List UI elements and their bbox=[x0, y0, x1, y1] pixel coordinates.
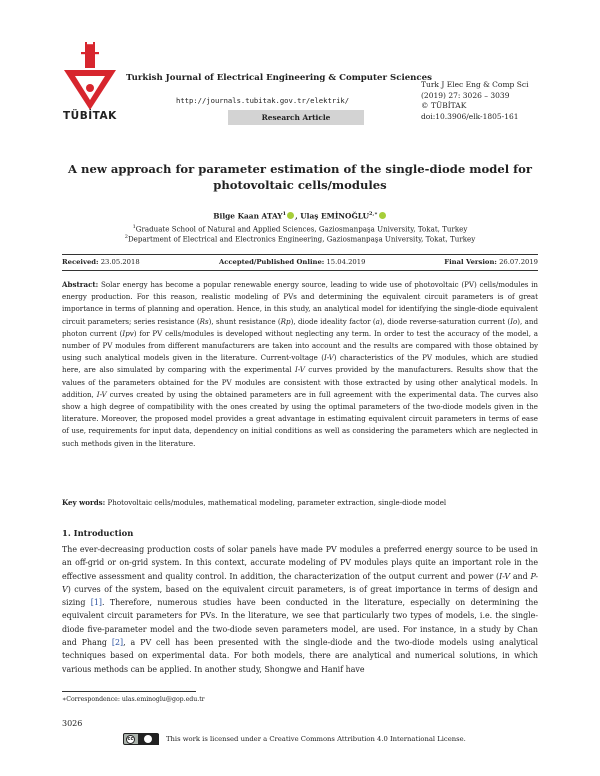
license-text: This work is licensed under a Creative Commons Attribution 4.0 International License. bbox=[166, 735, 466, 743]
abstract: Abstract: Solar energy has become a popular renewable energy source, leading to wide use of photovoltaic (PV) cells/modules in energy production. For this reason, realistic modeling of PVs and determining the equivalent circuit parameters is of great importance in terms of planning and operation. Hence, in this study, an analytical model for identifying the single-diode equivalent circuit parameters; series resistance (Rs), shunt resistance (Rp), diode ideality factor (a), diode reverse-saturation current (Io), and photon current (Ipv) for PV cells/modules is developed without neglecting any term. In order to test the accuracy of the model, a number of PV modules from different manufacturers are taken into account and the results are compared with those obtained by using such analytical models given in the literature. Current-voltage (I-V) characteristics of the PV modules, which are studied here, are also simulated by comparing with the experimental I-V curves provided by the manufacturers. Results show that the values of the parameters obtained for the PV modules are consistent with those extracted by using other analytical models. In addition, I-V curves created by using the obtained parameters are in full agreement with the experimental data. The curves also show a high degree of compatibility with the ones created by using the optimal parameters of the two-diode models given in the literature. Moreover, the proposed model provides a great advantage in estimating equivalent circuit parameters in terms of ease of use, requirements for input data, dependency on initial conditions as well as considering the parameters which are neglected in such methods given in the literature. bbox=[62, 280, 538, 448]
keywords-label: Key words: bbox=[62, 498, 106, 507]
author-affil-sup: 1 bbox=[282, 211, 287, 217]
cc-logo-icon: cc bbox=[127, 736, 134, 742]
citation-volume: (2019) 27: 3026 – 3039 bbox=[421, 90, 510, 100]
cc-license-icon[interactable] bbox=[123, 733, 159, 745]
author-name: Bilge Kaan ATAY bbox=[213, 211, 283, 221]
abstract-label: Abstract: bbox=[62, 280, 99, 289]
citation-link[interactable]: [1] bbox=[90, 598, 102, 608]
orcid-icon[interactable] bbox=[287, 212, 294, 219]
paper-title bbox=[60, 161, 540, 193]
divider bbox=[62, 254, 538, 255]
footnote-divider bbox=[62, 691, 196, 692]
journal-url-link[interactable]: http://journals.tubitak.gov.tr/elektrik/ bbox=[176, 96, 350, 105]
author-separator: , bbox=[295, 211, 301, 221]
citation-journal: Turk J Elec Eng & Comp Sci bbox=[421, 80, 529, 89]
received-date: Received: 23.05.2018 bbox=[62, 258, 140, 266]
orcid-icon[interactable] bbox=[379, 212, 386, 219]
logo-wordmark: TÜBİTAK bbox=[63, 110, 117, 122]
divider bbox=[62, 270, 538, 271]
by-attribution-icon bbox=[138, 734, 159, 745]
intro-paragraph: The ever-decreasing production costs of solar panels have made PV modules a preferred energy source to be used in an off-grid or on-grid system. In this context, accurate modeling of PV modules plays quite an important role in the effective assessment and quality control. In addition, the characterization of the output current and power (I-V and P-V) curves of the system, based on the equivalent circuit parameters, is of great importance in terms of design and sizing [1]. Therefore, numerous studies have been conducted in the literature, especially on determining the equivalent circuit parameters for PVs. In the literature, we see that particularly two types of models, i.e. the single-diode five-parameter model and the two-diode seven parameters model, are used. For instance, in a study by Chan and Phang [2], a PV cell has been presented with the single-diode and the two-diode models using analytical techniques based on experimental data. For both models, there are analytical and numerical solutions, in which various methods can be applied. In another study, Shongwe and Hanif have bbox=[62, 545, 538, 674]
author-list bbox=[60, 211, 540, 220]
journal-name: Turkish Journal of Electrical Engineering & Computer Sciences bbox=[126, 73, 432, 83]
accepted-date: Accepted/Published Online: 15.04.2019 bbox=[219, 258, 366, 266]
author-name: Ulaş EMİNOĞLU bbox=[300, 211, 370, 221]
citation-link[interactable]: [2] bbox=[111, 638, 124, 648]
affiliation-2: $^2$Department of Electrical and Electronics Engineering, Gaziosmanpaşa University, Tokat, Turkey bbox=[124, 234, 476, 244]
title-line-2: photovoltaic cells/modules bbox=[213, 178, 387, 192]
affiliation-1: $^1$Graduate School of Natural and Applied Sciences, Gaziosmanpaşa University, Tokat, Turkey bbox=[132, 224, 468, 234]
citation-block bbox=[421, 80, 528, 122]
article-type-badge: Research Article bbox=[228, 110, 364, 125]
page-number: 3026 bbox=[62, 719, 83, 728]
section-heading: 1. Introduction bbox=[62, 528, 134, 538]
article-dates bbox=[62, 258, 538, 270]
keywords: Key words: Photovoltaic cells/modules, mathematical modeling, parameter extraction, single-diode model bbox=[62, 498, 447, 507]
correspondence-footnote: ∗Correspondence: ulas.eminoglu@gop.edu.tr bbox=[62, 696, 205, 703]
final-version-date: Final Version: 26.07.2019 bbox=[444, 258, 538, 266]
copyright: © TÜBİTAK bbox=[421, 101, 467, 110]
doi-link[interactable]: doi:10.3906/elk-1805-161 bbox=[421, 111, 519, 121]
title-line-1: A new approach for parameter estimation of the single-diode model for bbox=[67, 162, 532, 176]
author-affil-sup: 2,∗ bbox=[369, 211, 378, 217]
